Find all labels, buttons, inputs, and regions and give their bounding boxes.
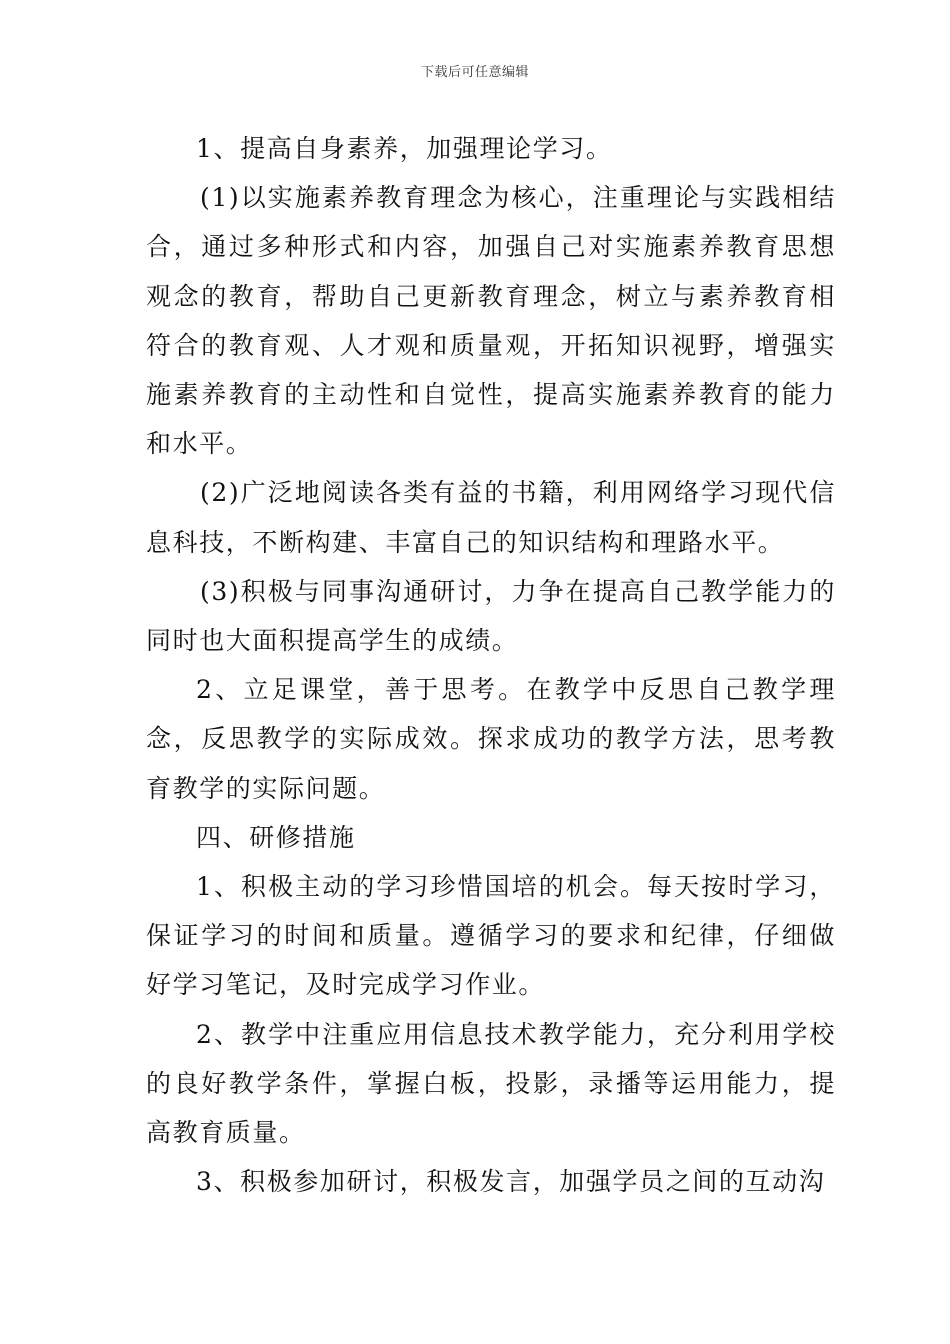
paragraph-goal-2: 2、立足课堂，善于思考。在教学中反思自己教学理念，反思教学的实际成效。探求成功的教学方法，思考教育教学的实际问题。 bbox=[146, 675, 836, 803]
section-heading-measures: 四、研修措施 bbox=[196, 822, 356, 852]
page-header-note: 下载后可任意编辑 bbox=[420, 65, 529, 80]
paragraph-measure-1: 1、积极主动的学习珍惜国培的机会。每天按时学习，保证学习的时间和质量。遵循学习的要求和纪律，仔细做好学习笔记，及时完成学习作业。 bbox=[146, 872, 836, 1000]
paragraph-goal-1-sub-3: (3)积极与同事沟通研讨，力争在提高自己教学能力的同时也大面积提高学生的成绩。 bbox=[146, 576, 836, 656]
paragraph-goal-1-sub-1: (1)以实施素养教育理念为核心，注重理论与实践相结合，通过多种形式和内容，加强自己对实施素养教育思想观念的教育，帮助自己更新教育理念，树立与素养教育相符合的教育观、人才观和质量观，开拓知识视野，增强实施素养教育的主动性和自觉性，提高实施素养教育的能力和水平。 bbox=[146, 183, 836, 459]
paragraph-measure-3: 3、积极参加研讨，积极发言，加强学员之间的互动沟 bbox=[196, 1167, 826, 1197]
paragraph-goal-1-sub-2: (2)广泛地阅读各类有益的书籍，利用网络学习现代信息科技，不断构建、丰富自己的知识结构和理路水平。 bbox=[146, 478, 836, 557]
document-body bbox=[146, 124, 836, 1206]
paragraph-measure-2: 2、教学中注重应用信息技术教学能力，充分利用学校的良好教学条件，掌握白板，投影，录播等运用能力，提高教育质量。 bbox=[146, 1019, 836, 1148]
paragraph-goal-1: 1、提高自身素养，加强理论学习。 bbox=[196, 134, 613, 163]
